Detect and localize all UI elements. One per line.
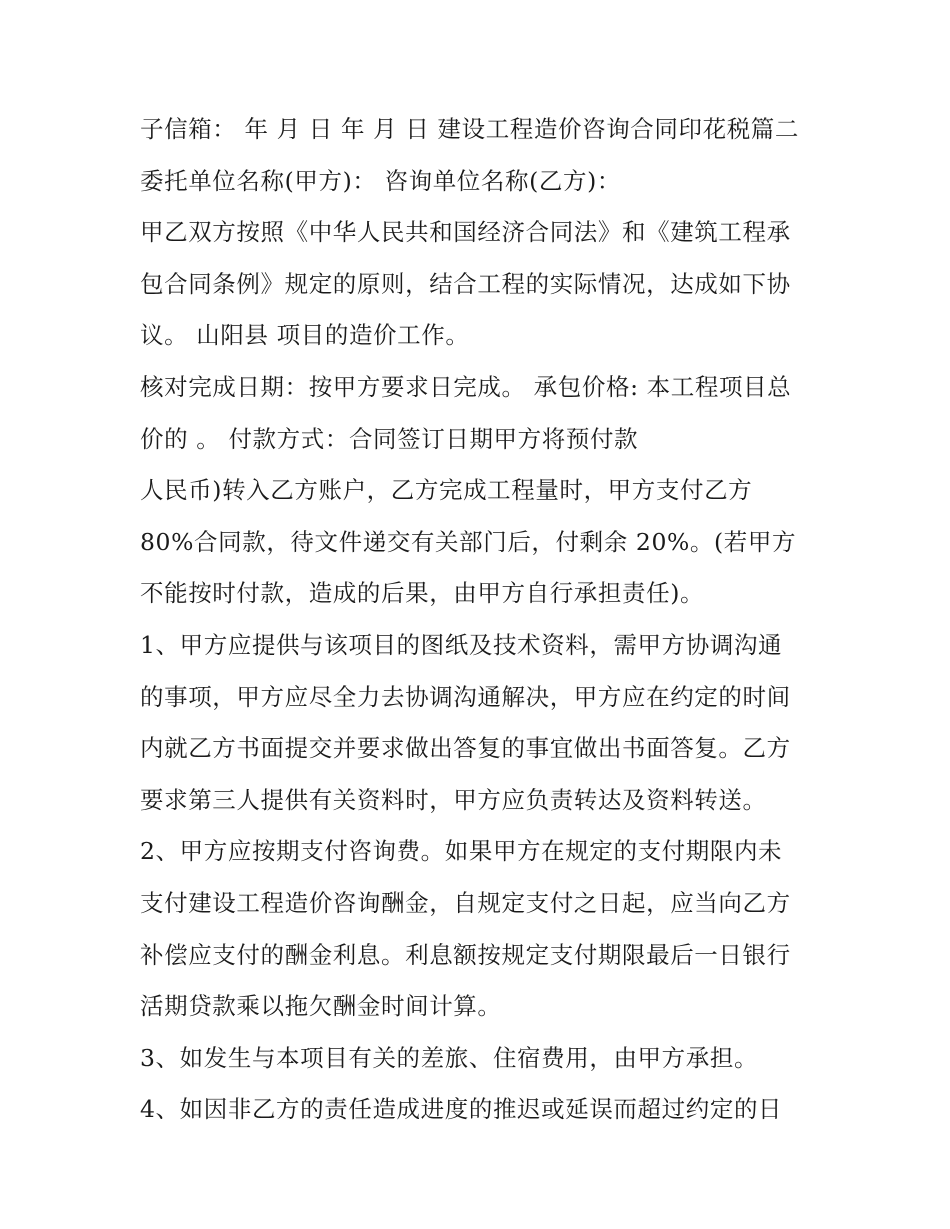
text-line: 人民币)转入乙方账户，乙方完成工程量时，甲方支付乙方 [140,476,753,505]
text-line: 1、甲方应提供与该项目的图纸及技术资料，需甲方协调沟通 [140,630,783,659]
text-line: 内就乙方书面提交并要求做出答复的事宜做出书面答复。乙方 [140,734,791,763]
text-line: 80%合同款，待文件递交有关部门后，付剩余 20%。(若甲方 [140,527,797,556]
text-line: 委托单位名称(甲方)： 咨询单位名称(乙方)： [140,166,621,195]
text-line: 要求第三人提供有关资料时，甲方应负责转达及资料转送。 [140,785,767,814]
text-line: 甲乙双方按照《中华人民共和国经济合同法》和《建筑工程承 [140,218,791,247]
text-line: 2、甲方应按期支付咨询费。如果甲方在规定的支付期限内未 [140,837,783,866]
text-line: 核对完成日期：按甲方要求日完成。 承包价格: 本工程项目总 [140,372,792,401]
text-line: 议。 山阳县 项目的造价工作。 [140,321,470,350]
text-line: 不能按时付款，造成的后果，由甲方自行承担责任)。 [140,579,705,608]
contract-text [140,104,830,1136]
text-line: 价的 。 付款方式：合同签订日期甲方将预付款 [140,424,639,453]
text-line: 3、如发生与本项目有关的差旅、住宿费用，由甲方承担。 [140,1043,759,1072]
text-line: 的事项，甲方应尽全力去协调沟通解决，甲方应在约定的时间 [140,682,791,711]
text-line: 补偿应支付的酬金利息。利息额按规定支付期限最后一日银行 [140,940,791,969]
text-line: 包合同条例》规定的原则，结合工程的实际情况，达成如下协 [140,269,791,298]
text-line: 4、如因非乙方的责任造成进度的推迟或延误而超过约定的日 [140,1095,783,1124]
text-line: 支付建设工程造价咨询酬金，自规定支付之日起，应当向乙方 [140,888,791,917]
text-line: 活期贷款乘以拖欠酬金时间计算。 [140,992,502,1021]
text-line: 子信箱： 年 月 日 年 月 日 建设工程造价咨询合同印花税篇二 [140,115,799,143]
